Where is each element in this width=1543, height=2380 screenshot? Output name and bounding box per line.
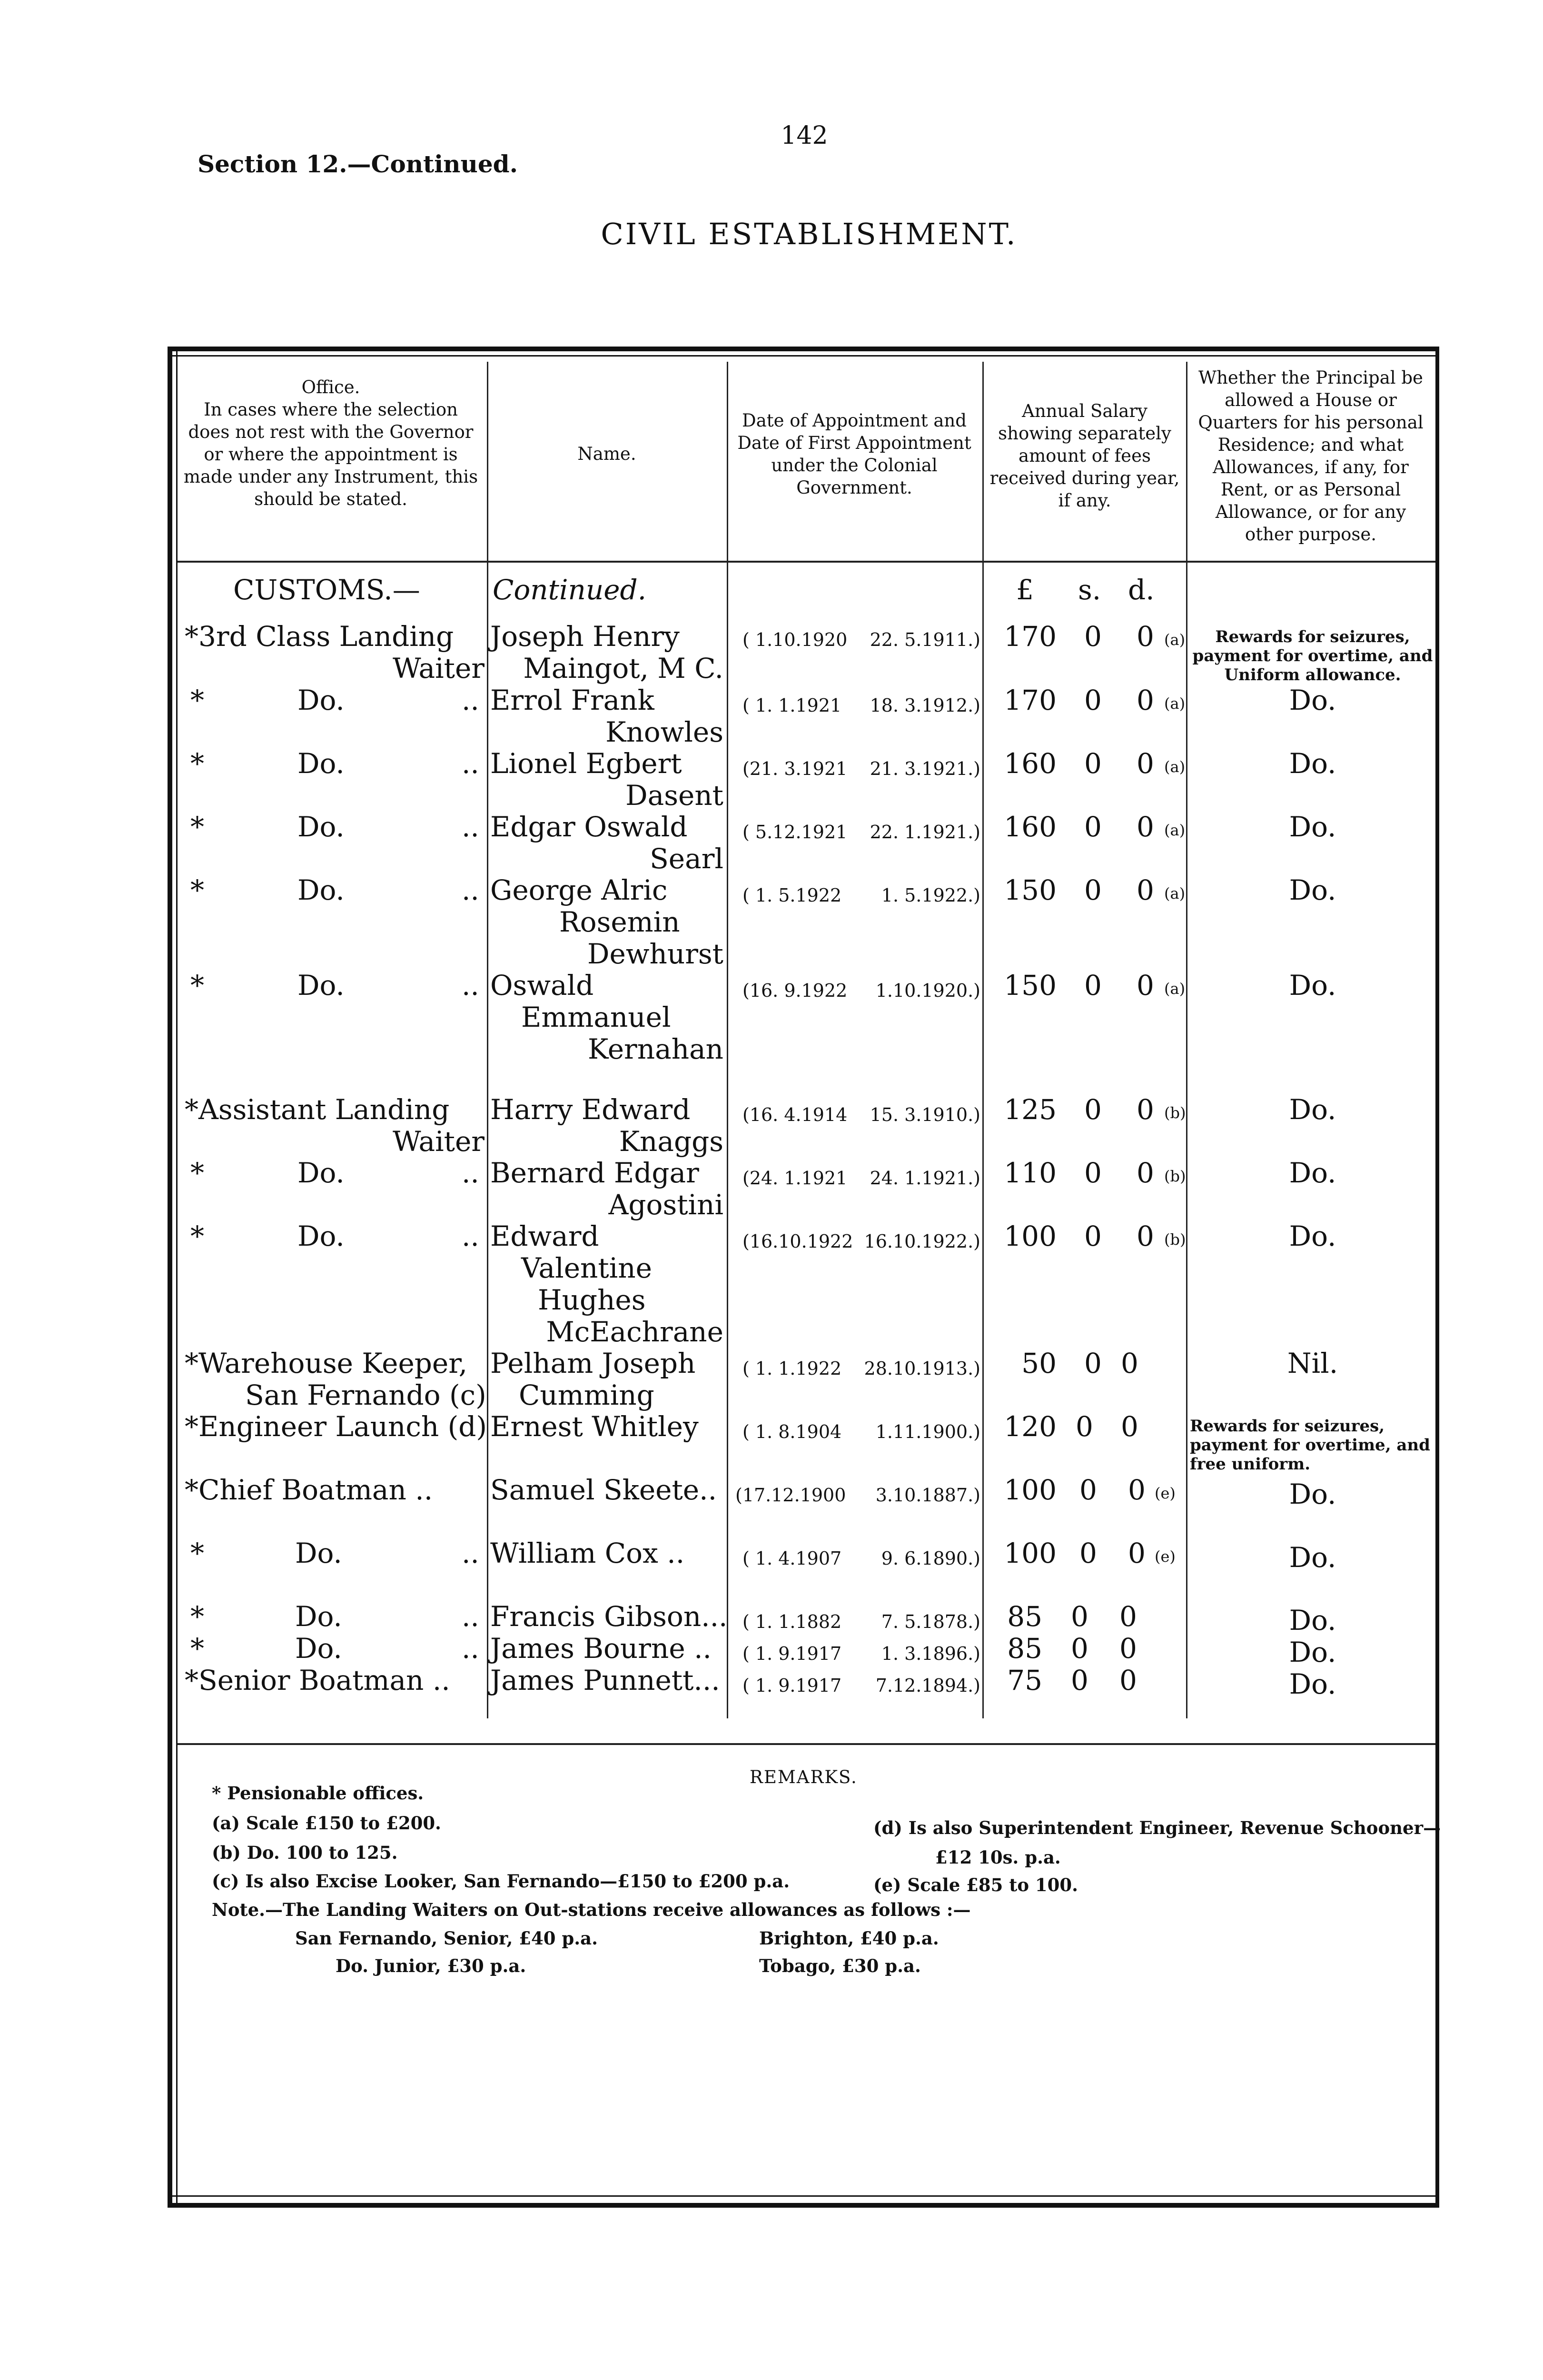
header-salary: Annual Salary showing separately amount of fees received during year, if any. [989, 401, 1180, 511]
footnote-ref: (a) [1164, 821, 1186, 839]
office-cell: Do. [297, 1220, 345, 1252]
name-cell: Pelham Joseph [490, 1347, 696, 1379]
date-first-appointment: 7.12.1894.) [875, 1675, 980, 1696]
salary-pounds: 100 [1004, 1537, 1057, 1569]
name-cell: James Punnett... [490, 1664, 720, 1696]
salary-shillings: 0 [1076, 1410, 1093, 1443]
date-first-appointment: 1.10.1920.) [875, 980, 980, 1001]
name-cell: Edgar Oswald [490, 811, 688, 843]
name-cell: George Alric [490, 874, 668, 906]
name-cell-line3: Hughes [538, 1284, 646, 1316]
salary-shillings: 0 [1084, 969, 1102, 1002]
office-asterisk: * [190, 1632, 204, 1665]
salary-pounds: 160 [1004, 811, 1057, 843]
salary-pounds: 160 [1004, 747, 1057, 780]
date-first-appointment: 22. 1.1921.) [870, 822, 980, 843]
allowance-cell: Do. [1289, 874, 1336, 906]
leader-dots: .. [462, 874, 479, 906]
allowance-cell: Do. [1289, 811, 1336, 843]
frame-left-rule [168, 347, 172, 2208]
salary-pence: 0 [1121, 1410, 1138, 1443]
name-cell: Lionel Egbert [490, 747, 682, 780]
office-asterisk: * [190, 1220, 204, 1252]
col-pounds: £ [1016, 574, 1034, 606]
salary-pounds: 125 [1004, 1093, 1057, 1126]
frame-right-rule [1435, 347, 1439, 2208]
remark-d-amount: £12 10s. p.a. [935, 1847, 1061, 1868]
name-cell: Edward [490, 1220, 599, 1252]
salary-pence: 0 [1137, 1093, 1154, 1126]
date-appointment: ( 1. 1.1921 [742, 695, 842, 716]
name-cell-line2: Agostini [608, 1189, 723, 1221]
date-appointment: ( 1. 8.1904 [742, 1421, 842, 1442]
name-cell-line2: Knaggs [619, 1125, 723, 1158]
frame-bottom-rule-inner [168, 2195, 1439, 2197]
name-cell: Ernest Whitley [490, 1410, 699, 1443]
allowance-cell: Do. [1289, 1604, 1336, 1636]
date-first-appointment: 18. 3.1912.) [870, 695, 980, 716]
date-appointment: ( 1. 9.1917 [742, 1643, 842, 1664]
footnote-ref: (a) [1164, 631, 1186, 649]
name-cell: Oswald [490, 969, 594, 1002]
frame-top-rule [168, 347, 1439, 351]
salary-pence: 0 [1137, 1157, 1154, 1189]
salary-pence: 0 [1137, 620, 1154, 653]
date-appointment: ( 1.10.1920 [742, 629, 848, 650]
salary-shillings: 0 [1084, 874, 1102, 906]
allowance-cell: Do. [1289, 1220, 1336, 1252]
office-asterisk: * [190, 1157, 204, 1189]
salary-shillings: 0 [1084, 1347, 1102, 1379]
header-allowance: Whether the Principal be allowed a House or Quarters for his personal Residence; and what Allowances, if any, for Rent, or as Personal Allowance, or for any other purpose. [1198, 367, 1424, 545]
office-cell: *Assistant Landing [185, 1093, 450, 1126]
salary-shillings: 0 [1071, 1664, 1088, 1696]
salary-pounds: 110 [1004, 1157, 1057, 1189]
header-office: Office. In cases where the selection does not rest with the Governor or where the appointment is made under any Instrument, this should be stated. [183, 377, 478, 509]
name-cell-line4: McEachrane [546, 1316, 723, 1348]
leader-dots: .. [462, 1537, 479, 1569]
column-rule [982, 362, 984, 1718]
remark-a: (a) Scale £150 to £200. [212, 1813, 441, 1834]
salary-pounds: 85 [1007, 1600, 1042, 1633]
frame-bottom-rule [168, 2203, 1439, 2208]
date-appointment: ( 1. 9.1917 [742, 1675, 842, 1696]
remark-note: Note.—The Landing Waiters on Out-stations receive allowances as follows :— [212, 1899, 971, 1920]
allowance-cell: Rewards for seizures, payment for overtime, and Uniform allowance. [1192, 627, 1433, 684]
office-cell: *3rd Class Landing [185, 620, 454, 653]
salary-shillings: 0 [1071, 1600, 1088, 1633]
date-appointment: (16.10.1922 [742, 1231, 853, 1252]
salary-pounds: 100 [1004, 1220, 1057, 1252]
section-continued: Continued. [493, 574, 647, 606]
salary-pence: 0 [1119, 1600, 1137, 1633]
name-cell-line2: Maingot, M C. [523, 652, 723, 684]
salary-shillings: 0 [1084, 1220, 1102, 1252]
leader-dots: .. [462, 1220, 479, 1252]
office-cell: Do. [297, 747, 345, 780]
leader-dots: .. [462, 1632, 479, 1665]
date-appointment: (17.12.1900 [735, 1485, 846, 1506]
name-cell-line2: Dasent [625, 779, 723, 812]
name-cell: Francis Gibson... [490, 1600, 728, 1633]
allowance-cell: Do. [1289, 1478, 1336, 1510]
salary-pence: 0 [1137, 1220, 1154, 1252]
date-first-appointment: 15. 3.1910.) [870, 1104, 980, 1125]
remark-tobago: Tobago, £30 p.a. [759, 1955, 921, 1976]
salary-pence: 0 [1137, 747, 1154, 780]
date-first-appointment: 1. 5.1922.) [881, 885, 980, 906]
allowance-cell: Do. [1289, 747, 1336, 780]
allowance-cell: Do. [1289, 1636, 1336, 1668]
date-appointment: ( 1. 5.1922 [742, 885, 842, 906]
salary-pounds: 85 [1007, 1632, 1042, 1665]
remark-e: (e) Scale £85 to 100. [873, 1874, 1078, 1895]
column-rule [487, 362, 488, 1718]
office-cell: Do. [295, 1600, 342, 1633]
salary-pence: 0 [1137, 684, 1154, 716]
footnote-ref: (e) [1155, 1547, 1176, 1566]
name-cell-line2: Emmanuel [521, 1001, 671, 1033]
salary-pence: 0 [1119, 1664, 1137, 1696]
section-customs: CUSTOMS.— [233, 574, 420, 606]
name-cell-line2: Rosemin [559, 906, 680, 938]
allowance-cell: Do. [1289, 969, 1336, 1002]
allowance-cell: Rewards for seizures, payment for overtime, and free uniform. [1190, 1417, 1430, 1474]
allowance-cell: Do. [1289, 1157, 1336, 1189]
leader-dots: .. [462, 1600, 479, 1633]
date-first-appointment: 24. 1.1921.) [870, 1168, 980, 1189]
date-appointment: ( 1. 1.1922 [742, 1358, 842, 1379]
allowance-cell: Nil. [1287, 1347, 1338, 1379]
name-cell: Harry Edward [490, 1093, 691, 1126]
footnote-ref: (b) [1164, 1104, 1186, 1122]
salary-pounds: 150 [1004, 874, 1057, 906]
office-asterisk: * [190, 969, 204, 1002]
salary-pounds: 170 [1004, 684, 1057, 716]
office-cell: *Warehouse Keeper, [185, 1347, 468, 1379]
office-cell: Do. [297, 1157, 345, 1189]
date-first-appointment: 22. 5.1911.) [870, 629, 980, 650]
remark-d: (d) Is also Superintendent Engineer, Revenue Schooner— [873, 1817, 1441, 1838]
office-cell: *Senior Boatman .. [185, 1664, 450, 1696]
date-appointment: ( 1. 1.1882 [742, 1611, 842, 1632]
footnote-ref: (a) [1164, 694, 1186, 713]
table-end-rule [178, 1743, 1435, 1745]
office-asterisk: * [190, 1537, 204, 1569]
date-appointment: ( 1. 4.1907 [742, 1548, 842, 1569]
name-cell: Bernard Edgar [490, 1157, 699, 1189]
office-cell-line2: Waiter [392, 1125, 485, 1158]
name-cell-line2: Valentine [521, 1252, 652, 1284]
leader-dots: .. [462, 811, 479, 843]
leader-dots: .. [462, 747, 479, 780]
office-asterisk: * [190, 1600, 204, 1633]
salary-pounds: 50 [1021, 1347, 1057, 1379]
header-date: Date of Appointment and Date of First Appointment under the Colonial Government. [737, 410, 971, 498]
name-cell-line2: Knowles [605, 716, 723, 748]
salary-pence: 0 [1128, 1537, 1146, 1569]
salary-pounds: 150 [1004, 969, 1057, 1002]
name-cell-line3: Dewhurst [587, 938, 723, 970]
salary-shillings: 0 [1084, 747, 1102, 780]
frame-left-rule-inner [176, 347, 178, 2208]
leader-dots: .. [462, 684, 479, 716]
salary-shillings: 0 [1084, 811, 1102, 843]
col-pence: d. [1128, 574, 1155, 606]
date-first-appointment: 28.10.1913.) [864, 1358, 980, 1379]
remarks-heading: REMARKS. [750, 1767, 858, 1787]
salary-pounds: 120 [1004, 1410, 1057, 1443]
date-first-appointment: 1. 3.1896.) [881, 1643, 980, 1664]
date-first-appointment: 9. 6.1890.) [881, 1548, 980, 1569]
date-first-appointment: 21. 3.1921.) [870, 758, 980, 779]
column-rule [727, 362, 728, 1718]
office-cell: *Engineer Launch (d) [185, 1410, 487, 1443]
office-asterisk: * [190, 684, 204, 716]
salary-shillings: 0 [1084, 1093, 1102, 1126]
date-appointment: (16. 9.1922 [742, 980, 848, 1001]
office-asterisk: * [190, 874, 204, 906]
name-cell: William Cox .. [490, 1537, 685, 1569]
leader-dots: .. [462, 969, 479, 1002]
column-rule [1186, 362, 1187, 1718]
header-rule [178, 561, 1435, 563]
date-first-appointment: 7. 5.1878.) [881, 1611, 980, 1632]
date-appointment: (21. 3.1921 [742, 758, 848, 779]
date-appointment: (24. 1.1921 [742, 1168, 848, 1189]
name-cell: Errol Frank [490, 684, 654, 716]
footnote-ref: (e) [1155, 1484, 1176, 1502]
allowance-cell: Do. [1289, 1668, 1336, 1700]
name-cell: Joseph Henry [490, 620, 680, 653]
name-cell-line3: Kernahan [587, 1033, 723, 1065]
remark-sf-junior: Do. Junior, £30 p.a. [336, 1955, 526, 1976]
office-cell: *Chief Boatman .. [185, 1474, 433, 1506]
document-title: CIVIL ESTABLISHMENT. [601, 217, 1018, 251]
date-first-appointment: 3.10.1887.) [875, 1485, 980, 1506]
footnote-ref: (a) [1164, 758, 1186, 776]
footnote-ref: (b) [1164, 1167, 1186, 1185]
allowance-cell: Do. [1289, 684, 1336, 716]
remark-brighton: Brighton, £40 p.a. [759, 1928, 939, 1949]
name-cell-line2: Searl [650, 843, 723, 875]
office-cell-line2: Waiter [392, 652, 485, 684]
header-name: Name. [577, 444, 636, 464]
office-cell: Do. [295, 1632, 342, 1665]
name-cell: Samuel Skeete.. [490, 1474, 717, 1506]
salary-shillings: 0 [1071, 1632, 1088, 1665]
remark-c: (c) Is also Excise Looker, San Fernando—£150 to £200 p.a. [212, 1871, 790, 1892]
office-cell: Do. [297, 874, 345, 906]
date-first-appointment: 16.10.1922.) [864, 1231, 980, 1252]
footnote-ref: (a) [1164, 884, 1186, 902]
office-cell: Do. [297, 969, 345, 1002]
office-asterisk: * [190, 811, 204, 843]
remark-b: (b) Do. 100 to 125. [212, 1842, 398, 1863]
salary-shillings: 0 [1084, 684, 1102, 716]
date-first-appointment: 1.11.1900.) [875, 1421, 980, 1442]
allowance-cell: Do. [1289, 1093, 1336, 1126]
date-appointment: ( 5.12.1921 [742, 822, 848, 843]
salary-pence: 0 [1137, 811, 1154, 843]
allowance-cell: Do. [1289, 1541, 1336, 1574]
section-label: Section 12.—Continued. [198, 150, 518, 178]
salary-pounds: 170 [1004, 620, 1057, 653]
salary-pence: 0 [1128, 1474, 1146, 1506]
footnote-ref: (a) [1164, 980, 1186, 998]
remark-sf-senior: San Fernando, Senior, £40 p.a. [295, 1928, 598, 1949]
date-appointment: (16. 4.1914 [742, 1104, 848, 1125]
office-cell: Do. [297, 811, 345, 843]
office-asterisk: * [190, 747, 204, 780]
remark-pensionable: * Pensionable offices. [212, 1783, 424, 1804]
frame-top-rule-inner [168, 355, 1439, 357]
page-number: 142 [781, 121, 828, 150]
name-cell-line2: Cumming [519, 1379, 654, 1411]
office-cell-line2: San Fernando (c) [245, 1379, 486, 1411]
salary-shillings: 0 [1079, 1474, 1097, 1506]
salary-pounds: 100 [1004, 1474, 1057, 1506]
salary-pence: 0 [1137, 969, 1154, 1002]
salary-pence: 0 [1119, 1632, 1137, 1665]
salary-shillings: 0 [1084, 1157, 1102, 1189]
salary-pounds: 75 [1007, 1664, 1042, 1696]
salary-shillings: 0 [1079, 1537, 1097, 1569]
salary-pence: 0 [1137, 874, 1154, 906]
office-cell: Do. [295, 1537, 342, 1569]
footnote-ref: (b) [1164, 1230, 1186, 1249]
salary-shillings: 0 [1084, 620, 1102, 653]
salary-pence: 0 [1121, 1347, 1138, 1379]
leader-dots: .. [462, 1157, 479, 1189]
col-shillings: s. [1078, 574, 1101, 606]
office-cell: Do. [297, 684, 345, 716]
name-cell: James Bourne .. [490, 1632, 712, 1665]
